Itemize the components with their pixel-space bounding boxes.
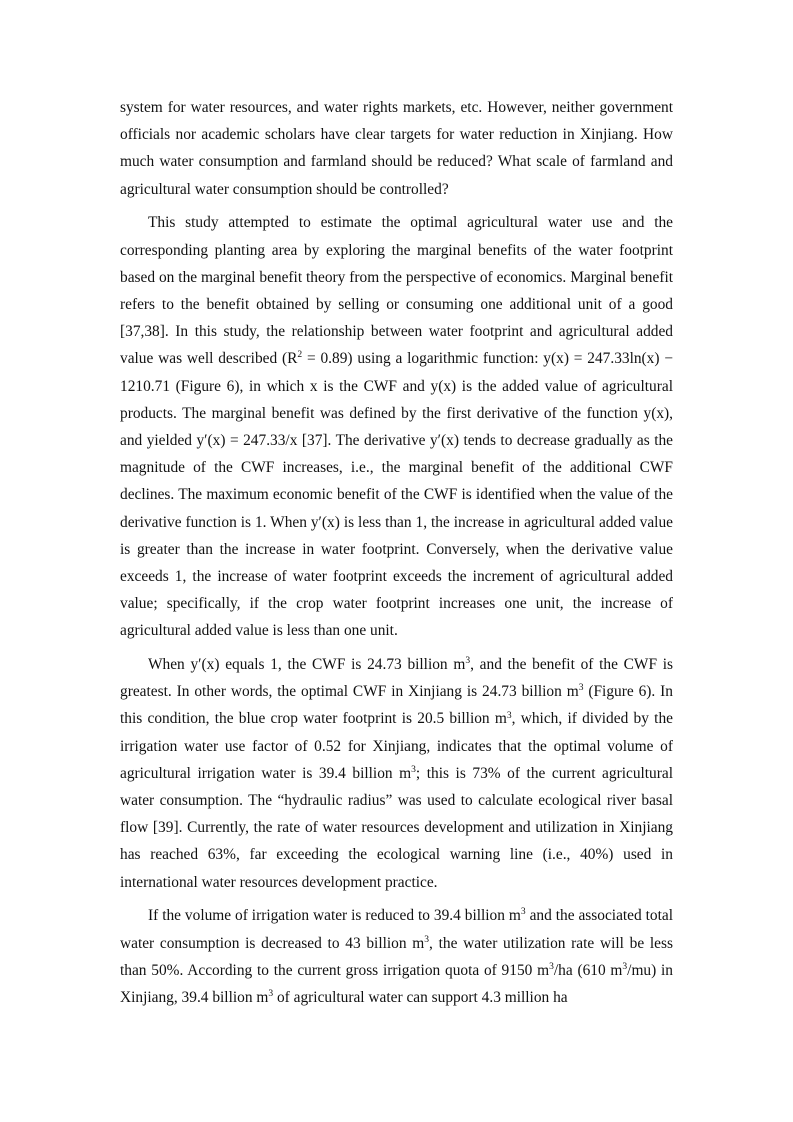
paragraph-3-text-5: ; this is 73% of the current agricultural water consumption. The “hydraulic radius” was used to calculate ecological river basal flow [39]. Currently, the rate of water resources development and utilization in Xinjiang has reached 63%, far exceeding the ecological warning line (i.e., 40%) used in international water resources development practice.	[120, 764, 673, 891]
superscript: 3	[622, 960, 628, 972]
document-page	[120, 94, 673, 1011]
paragraph-4	[120, 902, 673, 1011]
paragraph-3	[120, 651, 673, 896]
paragraph-4-text-1: If the volume of irrigation water is reduced to 39.4 billion m	[148, 907, 521, 925]
superscript: 3	[578, 682, 584, 694]
paragraph-3-text-4: , which, if divided by the irrigation water use factor of 0.52 for Xinjiang, indicates that the optimal volume of agricultural irrigation water is 39.4 billion m	[120, 710, 673, 782]
paragraph-1	[120, 94, 673, 203]
superscript: 3	[506, 709, 512, 721]
paragraph-2-text-2: = 0.89) using a logarithmic function: y(x) = 247.33ln(x) − 1210.71 (Figure 6), in which x is the CWF and y(x) is the added value of agricultural products. The marginal benefit was defined by the first derivative of the function y(x), and yielded y′(x) = 247.33/x [37]. The derivative y′(x) tends to decrease gradually as the magnitude of the CWF increases, i.e., the marginal benefit of the additional CWF declines. The maximum economic benefit of the CWF is identified when the value of the derivative function is 1. When y′(x) is less than 1, the increase in agricultural added value is greater than the increase in water footprint. Conversely, when the derivative value exceeds 1, the increase of water footprint exceeds the increment of agricultural added value; specifically, if the crop water footprint increases one unit, the increase of agricultural added value is less than one unit.	[120, 350, 673, 640]
paragraph-3-text-1: When y′(x) equals 1, the CWF is 24.73 billion m	[148, 656, 466, 674]
superscript: 3	[424, 933, 430, 945]
superscript: 3	[549, 960, 554, 972]
paragraph-3-text-3: (Figure 6). In this condition, the blue crop water footprint is 20.5 billion m	[120, 683, 673, 728]
paragraph-4-text-5: /mu) in Xinjiang, 39.4 billion m	[120, 961, 673, 1006]
superscript: 2	[297, 349, 303, 361]
paragraph-3-text-2: , and the benefit of the CWF is greatest. In other words, the optimal CWF in Xinjiang is 24.73 billion m	[120, 656, 673, 701]
superscript: 3	[465, 655, 471, 667]
superscript: 3	[411, 763, 416, 775]
paragraph-2	[120, 209, 673, 644]
paragraph-4-text-2: and the associated total water consumption is decreased to 43 billion m	[120, 907, 674, 952]
paragraph-1-text: system for water resources, and water rights markets, etc. However, neither government officials nor academic scholars have clear targets for water reduction in Xinjiang. How much water consumption and farmland should be reduced? What scale of farmland and agricultural water consumption should be controlled?	[120, 99, 673, 198]
superscript: 3	[268, 988, 274, 1000]
paragraph-2-text-1: This study attempted to estimate the optimal agricultural water use and the corresponding planting area by exploring the marginal benefits of the water footprint based on the marginal benefit theory from the perspective of economics. Marginal benefit refers to the benefit obtained by selling or consuming one additional unit of a good [37,38]. In this study, the relationship between water footprint and agricultural added value was well described (R	[120, 214, 673, 368]
superscript: 3	[520, 906, 526, 918]
paragraph-4-text-6: of agricultural water can support 4.3 million ha	[273, 989, 568, 1006]
paragraph-4-text-4: /ha (610 m	[553, 961, 623, 979]
paragraph-4-text-3: , the water utilization rate will be less than 50%. According to the current gross irrigation quota of 9150 m	[120, 934, 673, 979]
